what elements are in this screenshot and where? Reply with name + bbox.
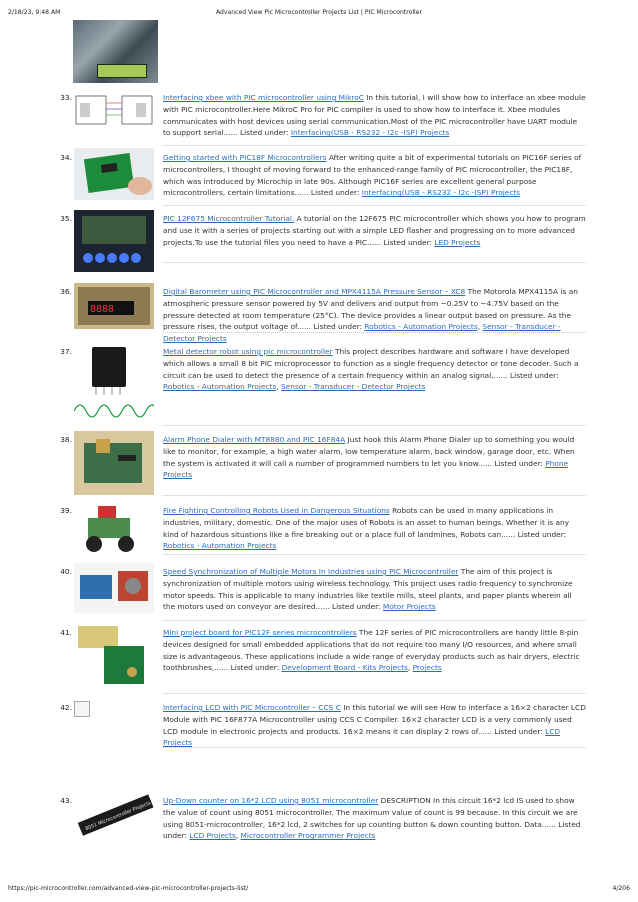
category-link[interactable]: LED Projects xyxy=(434,237,481,247)
category-link[interactable]: LCD Projects xyxy=(189,831,236,841)
project-description: The Motorola MPX4115A is an atmospheric pressure sensor powered by 5V and delivers and output from ~0.25V to ~4.75V based on the pressure detected at room temperature (25°C). The device provides a linear output based on pressure. As the pressure rises, the output voltage of...... Listed under: xyxy=(163,287,578,332)
motor-sync-thumbnail xyxy=(74,563,154,613)
pic18f-board-thumbnail xyxy=(74,148,154,200)
item-number: 39. xyxy=(60,506,72,515)
project-description: Just hook this Alarm Phone Dialer up to something you would like to monitor, for example, a high water alarm, low temperature alarm, back window, garage door, etc. When the system is activated it will call a number of programmed numbers to let you know...... Listed under: xyxy=(163,435,575,468)
item-number: 38. xyxy=(60,435,72,444)
separator xyxy=(163,425,586,426)
print-page-title: Advanced View Pic Microcontroller Projects List | PIC Microcontroller xyxy=(215,9,423,16)
fire-robot-thumbnail xyxy=(74,500,154,556)
separator xyxy=(163,693,586,694)
print-header xyxy=(8,9,630,19)
item-text: Digital Barometer using PIC Microcontroller and MPX4115A Pressure Sensor – XC8 The Motorola MPX4115A is an atmospheric pressure sensor powered by 5V and delivers and output from ~0.25V to ~4.75V based on the pressure detected at room temperature (25°C). The device provides a linear output based on pressure. As the pressure rises, the output voltage of...... Listed under: Robotics - Automation Projects, Sensor - Transducer - Detector Projects xyxy=(163,287,578,344)
separator xyxy=(163,620,586,621)
item-number: 40. xyxy=(60,567,72,576)
separator xyxy=(163,332,586,333)
metal-detector-thumbnail xyxy=(74,343,154,425)
project-link[interactable]: Mini project board for PIC12F series microcontrollers xyxy=(163,628,357,637)
category-link[interactable]: Sensor - Transducer - Detector Projects xyxy=(281,382,426,392)
item-number: 42. xyxy=(60,703,72,712)
item-number: 34. xyxy=(60,153,72,162)
project-description: DESCRIPTION In this circuit 16*2 lcd IS used to show the value of count using 8051 microcontroller. The maximum value of count is 99 because. In this circuit we are using 8051-microcontroller, 16*2 lcd, 2 switches for up counting button & down counting button. Data...... Listed under: xyxy=(163,796,581,841)
xbee-diagram-thumbnail xyxy=(74,91,154,129)
item-number: 41. xyxy=(60,628,72,637)
project-description: In this tutorial we will see How to interface a 16×2 character LCD Module with PIC 16F877A Microcontroller using CCS C Compiler. 16×2 character LCD is a very commonly used LCD module in electronic projects and products. 16×2 means it can display 2 rows of...... Listed under: xyxy=(163,703,586,736)
separator xyxy=(163,495,586,496)
separator xyxy=(163,145,586,146)
project-description: This project describes hardware and software I have developed which allows a small 8 bit PIC microprocessor to function as a single frequency detector or tone decoder. Such a circuit can be used to detect the presence of a certain frequency within an analog signal,...... Listed under: xyxy=(163,347,579,380)
project-description: A tutorial on the 12F675 PIC microcontroller which shows you how to program and use it with a series of projects starting out with a simple LED flasher and progressing on to more advanced projects.To use the tutorial files you need to have a PIC...... Listed under: xyxy=(163,214,586,247)
project-link[interactable]: Metal detector robot using pic microcontroller xyxy=(163,347,333,356)
project-link[interactable]: Fire Fighting Controlling Robots Used in Dangerous Situations xyxy=(163,506,390,515)
item-number: 37. xyxy=(60,347,72,356)
separator xyxy=(163,205,586,206)
category-link[interactable]: Robotics - Automation Projects xyxy=(364,322,478,332)
alarm-dialer-thumbnail xyxy=(74,431,154,495)
separator xyxy=(163,262,586,263)
project-description: The aim of this project is synchronization of multiple motors using wireless technology. This project uses radio frequency to synchronize motor speeds. This is applicable to many industries like textile mills, steel plants, and paper plants wherein all the motors used on conveyor are desired...... Listed under: xyxy=(163,567,573,612)
project-link[interactable]: Interfacing xbee with PIC microcontroller using MikroC xyxy=(163,93,364,102)
category-link[interactable]: Robotics - Automation Projects xyxy=(163,541,277,551)
project-description: The 12F series of PIC microcontrollers are handy little 8-pin devices designed for small embedded applications that do not require too many I/O resources, and where small size is advantageous. These applications include a wide range of everyday products such as hair dryers, electric toothbrushes,...... Listed under: xyxy=(163,628,580,673)
print-footer xyxy=(8,885,630,895)
item-text xyxy=(163,505,586,552)
broken-image-icon xyxy=(74,701,90,717)
8051-ic-thumbnail xyxy=(74,790,158,842)
project-link[interactable]: Up-Down counter on 16*2 LCD using 8051 microcontroller xyxy=(163,796,379,805)
category-link[interactable]: Interfacing(USB - RS232 - I2c -ISP) Projects xyxy=(361,188,521,198)
separator xyxy=(163,747,586,748)
project-link[interactable]: Interfacing LCD with PIC Microcontroller – CCS C xyxy=(163,703,341,712)
item-number: 36. xyxy=(60,287,72,296)
category-link[interactable]: Sensor - Transducer - Detector Projects xyxy=(163,322,561,344)
separator xyxy=(163,554,586,555)
pic12f-board-thumbnail xyxy=(74,624,154,692)
category-link[interactable]: Phone Projects xyxy=(163,458,569,480)
page-url: https://pic-microcontroller.com/advanced-view-pic-microcontroller-projects-list/ xyxy=(8,885,249,892)
category-link[interactable]: Motor Projects xyxy=(382,602,436,612)
project-link[interactable]: Digital Barometer using PIC Microcontroller and MPX4115A Pressure Sensor – XC8 xyxy=(163,287,466,296)
item-text xyxy=(163,152,586,199)
category-link[interactable]: Interfacing(USB - RS232 - I2c -ISP) Projects xyxy=(290,128,450,138)
pic12f675-leds-thumbnail xyxy=(74,210,154,272)
item-number: 43. xyxy=(60,796,72,805)
item-text xyxy=(163,702,586,749)
project-link[interactable]: Getting started with PIC18F Microcontrollers xyxy=(163,153,327,162)
item-text xyxy=(163,92,586,139)
item-text xyxy=(163,434,586,481)
category-link[interactable]: Development Board - Kits Projects xyxy=(281,663,408,673)
project-description: After writing quite a bit of experimental tutorials on PIC16F series of microcontrollers, I thought of moving forward to the enhanced-range family of PIC microcontroller, the PIC18F, which was introduced by Microchip in late 90s. Although PIC16F series are excellent general purpose microcontrollers, certain limitations...... Listed under: xyxy=(163,153,582,198)
page-number: 4/206 xyxy=(612,885,630,892)
svg-text:8888: 8888 xyxy=(90,304,115,315)
category-link[interactable]: Microcontroller Programmer Projects xyxy=(240,831,376,841)
project-link[interactable]: PIC 12F675 Microcontroller Tutorial. xyxy=(163,214,295,223)
item-text xyxy=(163,213,586,248)
project-description: Robots can be used in many applications in industries, military, domestic. One of the major uses of Robots is an asset to human beings. Whether it is any kind of hazardous situations like a fire breaking out or a place full of landmines, Robots can...... Listed under: xyxy=(163,506,570,539)
item-number: 35. xyxy=(60,214,72,223)
project-description: In this tutorial, I will show how to interface an xbee module with PIC microcontroller.Here MikroC Pro for PIC compiler is used to show how to interface it. Xbee modules communicates with host devices using serial communication.Most of the PIC microcontroller have UART module to support serial...... Listed under: xyxy=(163,93,586,138)
item-number: 33. xyxy=(60,93,72,102)
item-text: Up-Down counter on 16*2 LCD using 8051 microcontroller DESCRIPTION In this circuit 16*2 lcd IS used to show the value of count using 8051 microcontroller. The maximum value of count is 99 because. In this circuit we are using 8051-microcontroller, 16*2 lcd, 2 switches for up counting button & down counting button. Data...... Listed under: LCD Projects, Microcontroller Programmer Projects xyxy=(163,796,581,841)
lcd-display-graphic xyxy=(97,64,147,78)
project-link[interactable]: Speed Synchronization of Multiple Motors In Industries using PIC Microcontroller xyxy=(163,567,459,576)
item-text xyxy=(163,566,586,613)
item-text: Mini project board for PIC12F series microcontrollers The 12F series of PIC microcontrollers are handy little 8-pin devices designed for small embedded applications that do not require too many I/O resources, and where small size is advantageous. These applications include a wide range of everyday products such as hair dryers, electric toothbrushes,...... Listed under: Development Board - Kits Projects, Projects xyxy=(163,628,580,673)
print-datetime: 2/18/23, 9:48 AM xyxy=(8,9,61,16)
ic-label: 8051 Microcontroller Projects xyxy=(85,801,152,833)
item-text: Metal detector robot using pic microcontroller This project describes hardware and software I have developed which allows a small 8 bit PIC microprocessor to function as a single frequency detector or tone decoder. Such a circuit can be used to detect the presence of a certain frequency within an analog signal,...... Listed under: Robotics - Automation Projects, Sensor - Transducer - Detector Projects xyxy=(163,347,579,392)
barometer-board-thumbnail xyxy=(74,283,154,329)
category-link[interactable]: LCD Projects xyxy=(163,726,561,748)
xbee-board-photo xyxy=(73,20,158,83)
category-link[interactable]: Robotics - Automation Projects xyxy=(163,382,277,392)
project-link[interactable]: Alarm Phone Dialer with MT8880 and PIC 16F84A xyxy=(163,435,346,444)
category-link[interactable]: Projects xyxy=(412,663,442,673)
